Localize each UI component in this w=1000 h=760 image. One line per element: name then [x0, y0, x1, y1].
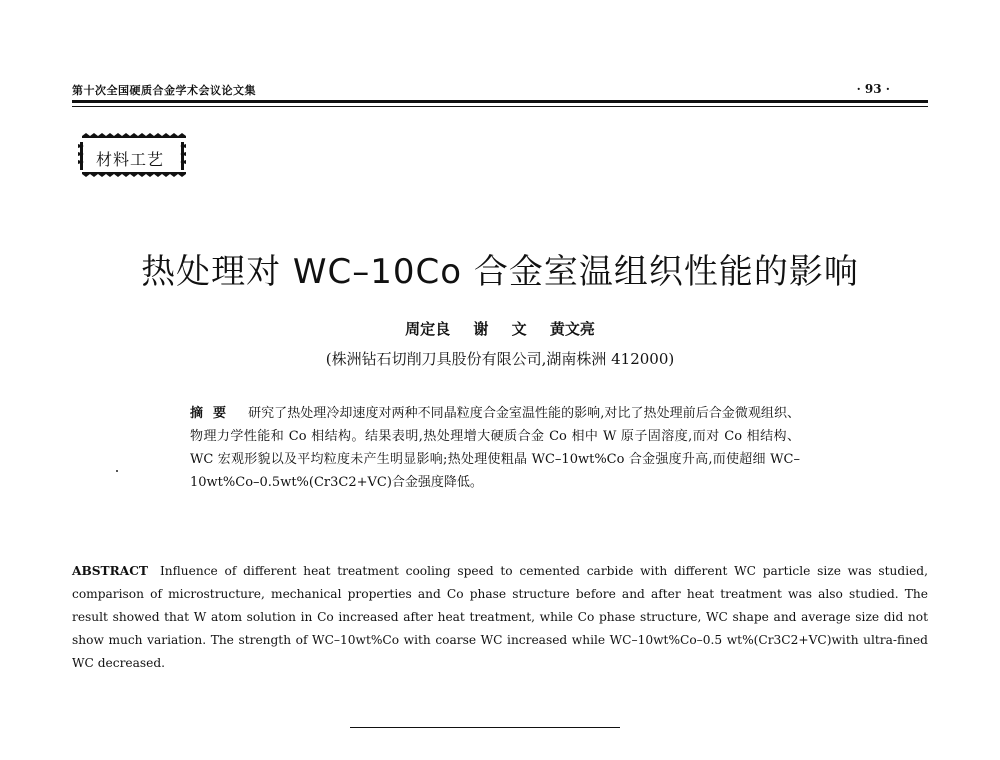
stray-mark	[116, 470, 118, 472]
section-tag	[78, 130, 190, 182]
footer-rule	[350, 727, 620, 728]
abstract-english	[72, 560, 928, 675]
page-number: · 93 ·	[856, 82, 890, 96]
section-tag-label: 材料工艺	[96, 150, 165, 169]
header-rule-thick	[72, 100, 928, 103]
abstract-english-text: Influence of different heat treatment cooling speed to cemented carbide with different WC particle size was studied, comparison of microstructure, mechanical properties and Co phase structure before and after heat treatment was also studied. The result showed that W atom solution in Co increased after heat treatment, while Co phase structure, WC shape and average size did not show much variation. The strength of WC–10wt%Co with coarse WC increased while WC–10wt%Co–0.5 wt%(Cr3C2+VC)with ultra-fined WC decreased.	[72, 564, 928, 670]
author-affiliation: (株洲钻石切削刀具股份有限公司,湖南株洲 412000)	[325, 350, 675, 368]
abstract-english-label: ABSTRACT	[72, 564, 148, 578]
author-list: 周定良 谢 文 黄文亮	[405, 320, 595, 338]
abstract-chinese-label: 摘要	[190, 406, 237, 421]
abstract-chinese	[190, 402, 800, 494]
paper-title: 热处理对 WC–10Co 合金室温组织性能的影响	[141, 252, 859, 292]
header-rule-thin	[72, 106, 928, 107]
abstract-chinese-text: 研究了热处理冷却速度对两种不同晶粒度合金室温性能的影响,对比了热处理前后合金微观组织、物理力学性能和 Co 相结构。结果表明,热处理增大硬质合金 Co 相中 W 原子固溶度,而对 Co 相结构、WC 宏观形貌以及平均粒度未产生明显影响;热处理使粗晶 WC–10wt%Co 合金强度升高,而使超细 WC–10wt%Co–0.5wt%(Cr3C2+VC)合金强度降低。	[190, 406, 800, 490]
running-header: 第十次全国硬质合金学术会议论文集	[72, 84, 256, 97]
